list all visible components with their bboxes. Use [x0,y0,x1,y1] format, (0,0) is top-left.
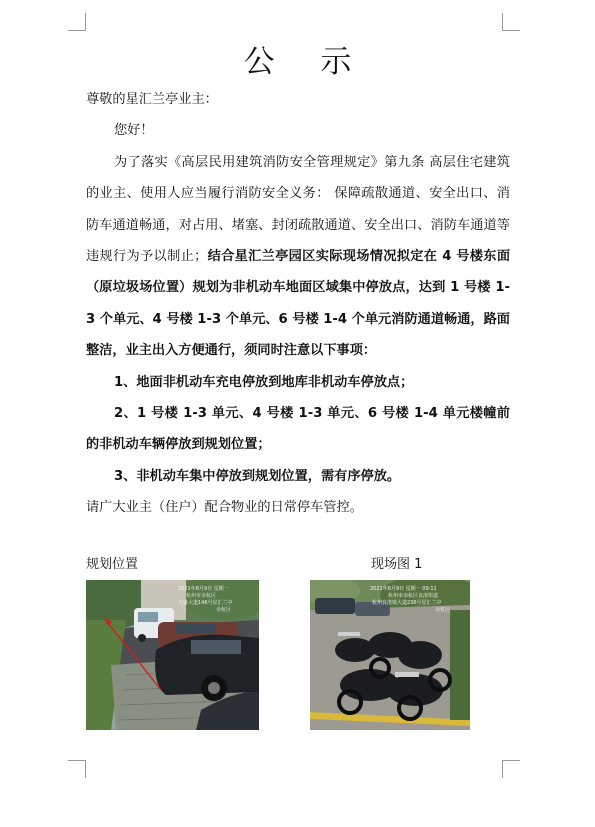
crop-mark-top-right-h [502,30,520,31]
crop-mark-bottom-left-h [68,760,86,761]
photo-planned-location [86,580,259,730]
item-1: 1、地面非机动车充电停放到地库非机动车停放点； [114,374,414,390]
photo-site-1 [310,580,470,730]
closing: 请广大业主（住户）配合物业的日常停车管控。 [86,500,363,516]
crop-mark-bottom-left-v [85,760,86,778]
right-watermark-1: 2021年8月9日 星期一 09:11 [370,586,437,592]
crop-mark-top-left-h [68,30,86,31]
caption-right: 现场图 1 [371,557,423,572]
notice-title: 公 示 [243,44,370,80]
paragraph-main [86,147,510,367]
left-watermark-4: 余杭区 [216,607,232,613]
left-watermark-2: 杭州市余杭区 [186,593,217,599]
left-watermark-3: 天盛大道146号星汇兰亭 [178,600,233,606]
item-3: 3、非机动车集中停放到规划位置，需有序停放。 [114,468,401,484]
item-2: 2、1 号楼 1-3 单元、4 号楼 1-3 单元、6 号楼 1-4 单元楼幢前的非机动车辆停放到规划位置； [86,406,510,453]
left-watermark-1: 2021年8月9日 星期一 [178,586,229,592]
paragraph-main-normal: 为了落实《高层民用建筑消防安全管理规定》第九条 高层住宅建筑的业主、使用人应当履行消防安全义务： 保障疏散通道、安全出口、消防车通道畅通，对占用、堵塞、封闭疏散通道、安全出口、消防车通道等违规行为予以制止； [86,154,510,265]
right-watermark-3: 杭州良渚镇大道236号星汇兰亭 [372,600,442,606]
crop-mark-top-right-v [502,13,503,31]
greeting: 尊敬的星汇兰亭业主： [86,92,218,107]
crop-mark-bottom-right-h [502,760,520,761]
hello: 您好！ [114,123,154,139]
crop-mark-top-left-v [85,13,86,31]
crop-mark-bottom-right-v [502,760,503,778]
right-watermark-2: 杭州市余杭区良渚街道 [388,593,439,599]
caption-left: 规划位置 [86,557,139,572]
right-watermark-4: 余杭区 [435,607,451,613]
paragraph-main-bold: 结合星汇兰亭园区实际现场情况拟定在 4 号楼东面（原垃圾场位置）规划为非机动车地面区域集中停放点，达到 1 号楼 1-3 个单元、4 号楼 1-3 个单元、6 号楼 1-4 个单元消防通道畅通，路面整洁，业主出入方便通行，须同时注意以下事项： [86,249,511,359]
notice-body [86,84,510,524]
